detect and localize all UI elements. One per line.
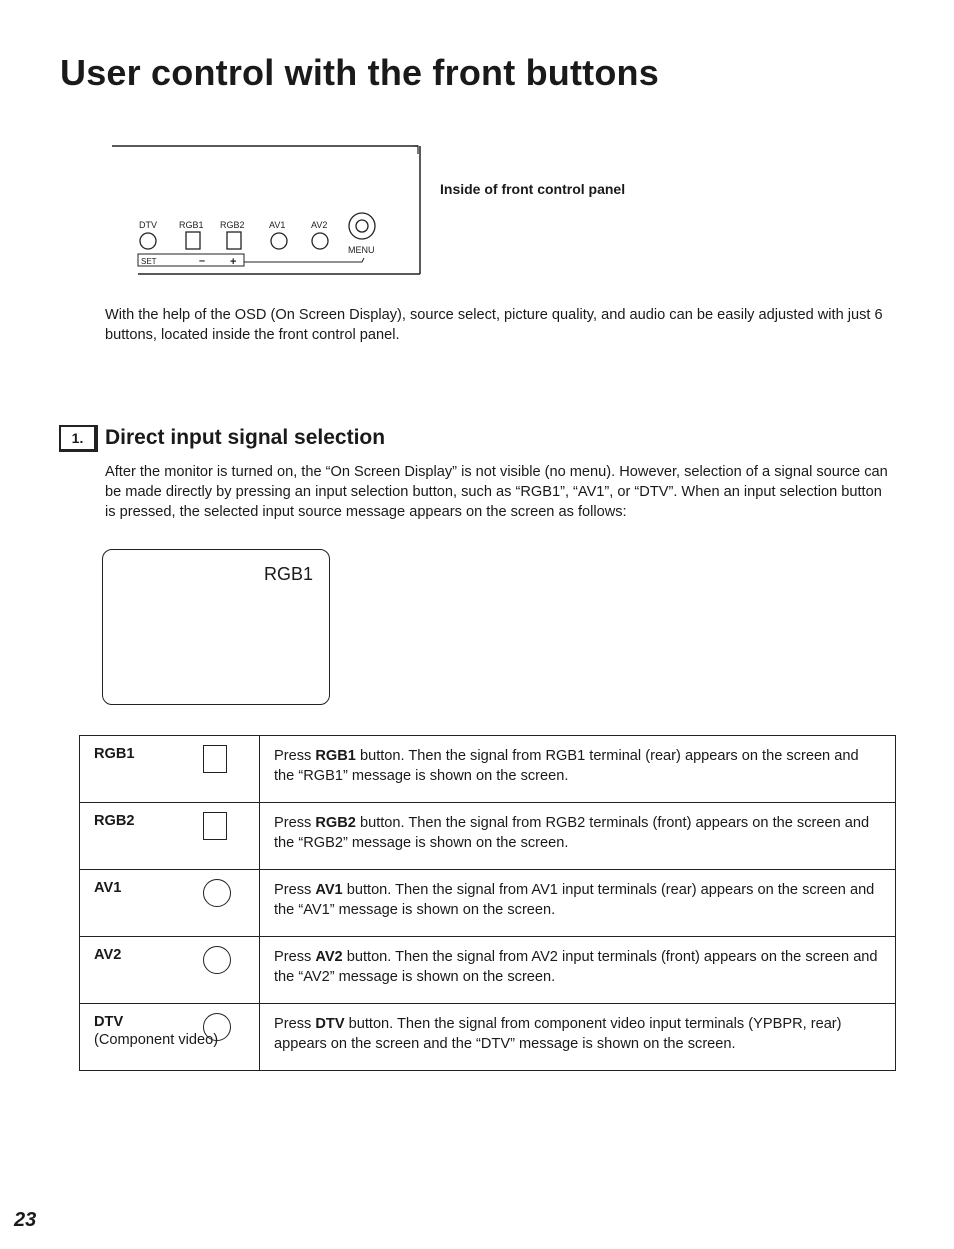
button-name-cell (80, 870, 260, 937)
panel-av2-button-icon (312, 233, 328, 249)
page-title: User control with the front buttons (60, 52, 659, 93)
section-body: After the monitor is turned on, the “On Screen Display” is not visible (no menu). However, selection of a signal source can be made directly by pressing an input selection button, such as “RGB1”, “AV1”, or “DTV”. When an input selection button is pressed, the selected input source message appears on the screen as follows: (105, 464, 888, 520)
panel-label-plus: + (230, 256, 237, 268)
table-row (80, 1004, 896, 1071)
button-description: Press AV2 button. Then the signal from AV2 input terminals (front) appears on the screen and the “AV2” message is shown on the screen. (260, 937, 896, 1004)
button-description: Press RGB2 button. Then the signal from RGB2 terminals (front) appears on the screen and the “RGB2” message is shown on the screen. (260, 803, 896, 870)
panel-label-minus: – (199, 255, 206, 267)
button-name-cell (80, 803, 260, 870)
panel-caption: Inside of front control panel (440, 181, 626, 197)
panel-av1-button-icon (271, 233, 287, 249)
circle-button-icon (203, 946, 231, 974)
button-description: Press DTV button. Then the signal from component video input terminals (YPBPR, rear) appears on the screen and the “DTV” message is shown on the screen. (260, 1004, 896, 1071)
button-description: Press RGB1 button. Then the signal from RGB1 terminal (rear) appears on the screen and the “RGB1” message is shown on the screen. (260, 736, 896, 803)
panel-label-menu: MENU (348, 245, 375, 255)
panel-label-av1: AV1 (269, 220, 286, 230)
section-number-badge: 1. (59, 425, 98, 452)
button-description: Press AV1 button. Then the signal from AV1 input terminals (rear) appears on the screen and the “AV1” message is shown on the screen. (260, 870, 896, 937)
panel-label-dtv: DTV (139, 220, 157, 230)
square-button-icon (203, 745, 227, 773)
table-row (80, 803, 896, 870)
panel-label-rgb1: RGB1 (179, 220, 204, 230)
button-name: DTV (94, 1014, 124, 1030)
button-name: AV2 (94, 947, 122, 963)
front-control-panel-diagram (108, 142, 428, 282)
panel-label-av2: AV2 (311, 220, 328, 230)
button-name: RGB2 (94, 813, 135, 829)
panel-rgb1-button-icon (186, 232, 200, 249)
circle-button-icon (203, 1013, 231, 1041)
button-subtitle: (Component video) (94, 1032, 219, 1048)
panel-drawing (108, 142, 428, 282)
section-title: Direct input signal selection (105, 426, 386, 449)
table-row (80, 870, 896, 937)
panel-label-rgb2: RGB2 (220, 220, 245, 230)
button-name: RGB1 (94, 746, 135, 762)
intro-paragraph: With the help of the OSD (On Screen Display), source select, picture quality, and audio can be easily adjusted with just 6 buttons, located inside the front control panel. (105, 307, 883, 343)
circle-button-icon (203, 879, 231, 907)
page-number: 23 (14, 1209, 37, 1231)
table-row (80, 937, 896, 1004)
table-row (80, 736, 896, 803)
panel-rgb2-button-icon (227, 232, 241, 249)
panel-label-set: SET (141, 257, 157, 266)
panel-menu-button-icon (349, 213, 375, 239)
screen-message: RGB1 (263, 564, 313, 584)
square-button-icon (203, 812, 227, 840)
button-name-cell (80, 736, 260, 803)
panel-dtv-button-icon (140, 233, 156, 249)
button-name-cell (80, 1004, 260, 1071)
input-buttons-table (79, 735, 896, 1071)
button-name: AV1 (94, 880, 122, 896)
button-name-cell (80, 937, 260, 1004)
screen-illustration (102, 549, 330, 705)
